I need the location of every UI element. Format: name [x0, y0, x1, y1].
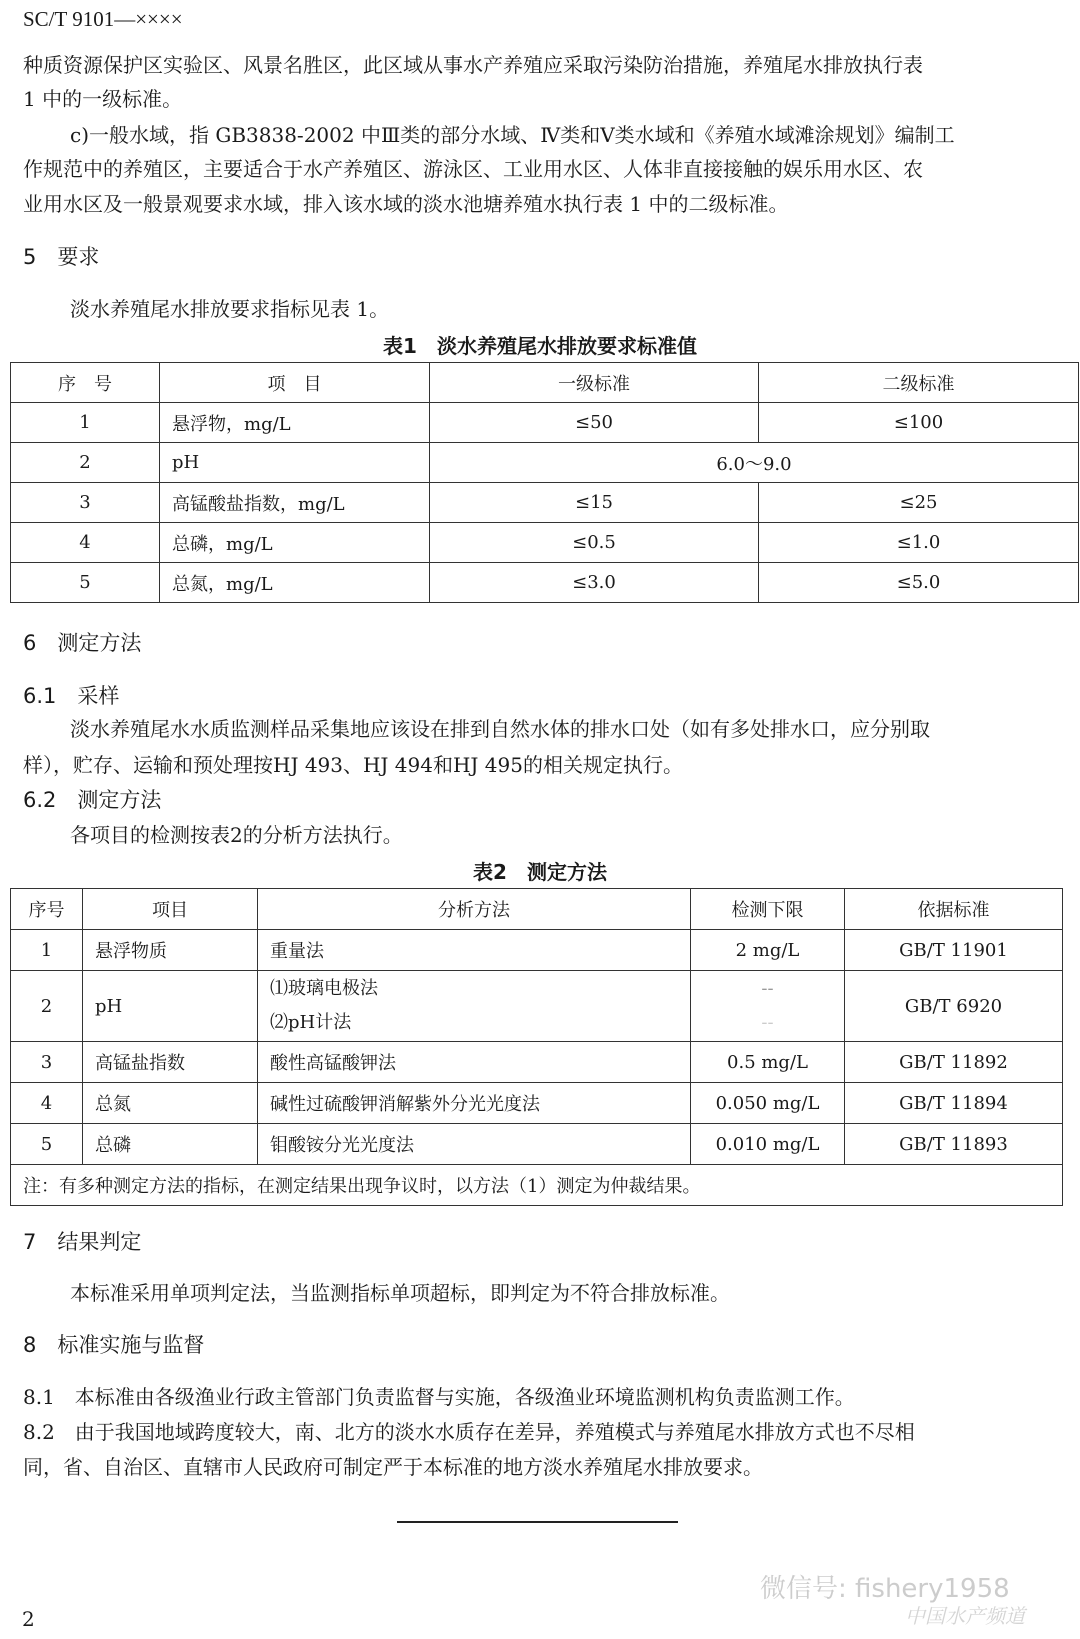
cell: 钼酸铵分光光度法	[258, 1124, 691, 1165]
table2-caption: 表2 测定方法	[473, 860, 607, 884]
table-row	[11, 563, 1079, 603]
paragraph-line: c)一般水域，指 GB3838-2002 中Ⅲ类的部分水域、Ⅳ类和Ⅴ类水域和《养殖水域滩涂规划》编制工	[70, 123, 955, 147]
document-header: SC/T 9101—××××	[23, 7, 183, 31]
cell: 总磷，mg/L	[160, 523, 430, 563]
cell: 总氮	[83, 1083, 258, 1124]
cell: GB/T 11892	[845, 1042, 1063, 1083]
limit-1: --	[761, 978, 774, 999]
watermark: 微信号: fishery1958	[760, 1574, 1010, 1604]
cell: 1	[11, 403, 160, 443]
paragraph-line: 淡水养殖尾水水质监测样品采集地应该设在排到自然水体的排水口处（如有多处排水口，应分别取	[70, 717, 930, 741]
table-row	[11, 1042, 1063, 1083]
paragraph-line: 业用水区及一般景观要求水域，排入该水域的淡水池塘养殖水执行表 1 中的二级标准。	[23, 192, 789, 216]
header-cell: 项目	[83, 889, 258, 930]
cell: 6.0～9.0	[430, 443, 1079, 483]
cell: pH	[160, 443, 430, 483]
cell: ≤5.0	[759, 563, 1079, 603]
paragraph-line: 1 中的一级标准。	[23, 87, 183, 111]
header-cell: 一级标准	[430, 363, 759, 403]
cell: 碱性过硫酸钾消解紫外分光光度法	[258, 1083, 691, 1124]
cell: 酸性高锰酸钾法	[258, 1042, 691, 1083]
cell: ≤25	[759, 483, 1079, 523]
cell: 0.5 mg/L	[691, 1042, 845, 1083]
cell: 5	[11, 563, 160, 603]
table-header-row	[11, 363, 1079, 403]
cell: 悬浮物质	[83, 930, 258, 971]
cell	[691, 971, 845, 1042]
table2	[10, 888, 1063, 1206]
table-row	[11, 930, 1063, 971]
cell: GB/T 11893	[845, 1124, 1063, 1165]
cell: 3	[11, 483, 160, 523]
paragraph-line: 作规范中的养殖区，主要适合于水产养殖区、游泳区、工业用水区、人体非直接接触的娱乐用水区、农	[23, 157, 923, 181]
table-note: 注：有多种测定方法的指标，在测定结果出现争议时，以方法（1）测定为仲裁结果。	[11, 1165, 1063, 1206]
table-note-row	[11, 1165, 1063, 1206]
section-8-2: 8.2 由于我国地域跨度较大，南、北方的淡水水质存在差异，养殖模式与养殖尾水排放方式也不尽相	[23, 1420, 915, 1444]
cell: 总磷	[83, 1124, 258, 1165]
header-cell: 检测下限	[691, 889, 845, 930]
cell: ≤3.0	[430, 563, 759, 603]
section-8-title: 8 标准实施与监督	[23, 1333, 205, 1357]
cell: 总氮，mg/L	[160, 563, 430, 603]
cell: ≤100	[759, 403, 1079, 443]
cell: ≤0.5	[430, 523, 759, 563]
table-row	[11, 1124, 1063, 1165]
section-7-title: 7 结果判定	[23, 1230, 142, 1254]
cell: ≤50	[430, 403, 759, 443]
table-row	[11, 483, 1079, 523]
page-number: 2	[22, 1607, 35, 1631]
cell: GB/T 11894	[845, 1083, 1063, 1124]
paragraph-line: 同，省、自治区、直辖市人民政府可制定严于本标准的地方淡水养殖尾水排放要求。	[23, 1455, 763, 1479]
cell: GB/T 11901	[845, 930, 1063, 971]
cell: GB/T 6920	[845, 971, 1063, 1042]
paragraph-line: 种质资源保护区实验区、风景名胜区，此区域从事水产养殖应采取污染防治措施，养殖尾水排放执行表	[23, 53, 923, 77]
table-row	[11, 1083, 1063, 1124]
paragraph-line: 样），贮存、运输和预处理按HJ 493、HJ 494和HJ 495的相关规定执行。	[23, 753, 683, 777]
cell: 2 mg/L	[691, 930, 845, 971]
table-row	[11, 523, 1079, 563]
cell: 高锰酸盐指数，mg/L	[160, 483, 430, 523]
cell: pH	[83, 971, 258, 1042]
cell: 5	[11, 1124, 83, 1165]
section-6-2-text: 各项目的检测按表2的分析方法执行。	[70, 823, 403, 847]
header-cell: 分析方法	[258, 889, 691, 930]
cell: 悬浮物，mg/L	[160, 403, 430, 443]
limit-2: --	[761, 1012, 774, 1033]
cell: 4	[11, 523, 160, 563]
header-cell: 序号	[11, 889, 83, 930]
section-5-text: 淡水养殖尾水排放要求指标见表 1。	[70, 297, 390, 321]
end-rule	[397, 1521, 678, 1523]
table-row	[11, 403, 1079, 443]
table1	[10, 362, 1079, 603]
cell: 重量法	[258, 930, 691, 971]
header-cell: 依据标准	[845, 889, 1063, 930]
cell: 1	[11, 930, 83, 971]
watermark-logo-text: 中国水产频道	[905, 1604, 1025, 1628]
section-8-1: 8.1 本标准由各级渔业行政主管部门负责监督与实施，各级渔业环境监测机构负责监测工作。	[23, 1385, 855, 1409]
cell: 0.010 mg/L	[691, 1124, 845, 1165]
cell: 高锰盐指数	[83, 1042, 258, 1083]
cell: 0.050 mg/L	[691, 1083, 845, 1124]
section-6-2-title: 6.2 测定方法	[23, 788, 162, 812]
cell	[258, 971, 691, 1042]
section-6-1-title: 6.1 采样	[23, 684, 120, 708]
cell: ≤1.0	[759, 523, 1079, 563]
table1-caption: 表1 淡水养殖尾水排放要求标准值	[383, 334, 697, 358]
header-cell: 序 号	[11, 363, 160, 403]
method-2: ⑵pH计法	[270, 1012, 352, 1033]
cell: 4	[11, 1083, 83, 1124]
cell: 2	[11, 443, 160, 483]
cell: ≤15	[430, 483, 759, 523]
section-6-title: 6 测定方法	[23, 631, 142, 655]
table-header-row	[11, 889, 1063, 930]
table-row	[11, 443, 1079, 483]
section-5-title: 5 要求	[23, 245, 100, 269]
header-cell: 二级标准	[759, 363, 1079, 403]
header-cell: 项 目	[160, 363, 430, 403]
section-7-text: 本标准采用单项判定法，当监测指标单项超标，即判定为不符合排放标准。	[70, 1281, 730, 1305]
table-row	[11, 971, 1063, 1042]
method-1: ⑴玻璃电极法	[270, 978, 378, 999]
cell: 3	[11, 1042, 83, 1083]
cell: 2	[11, 971, 83, 1042]
